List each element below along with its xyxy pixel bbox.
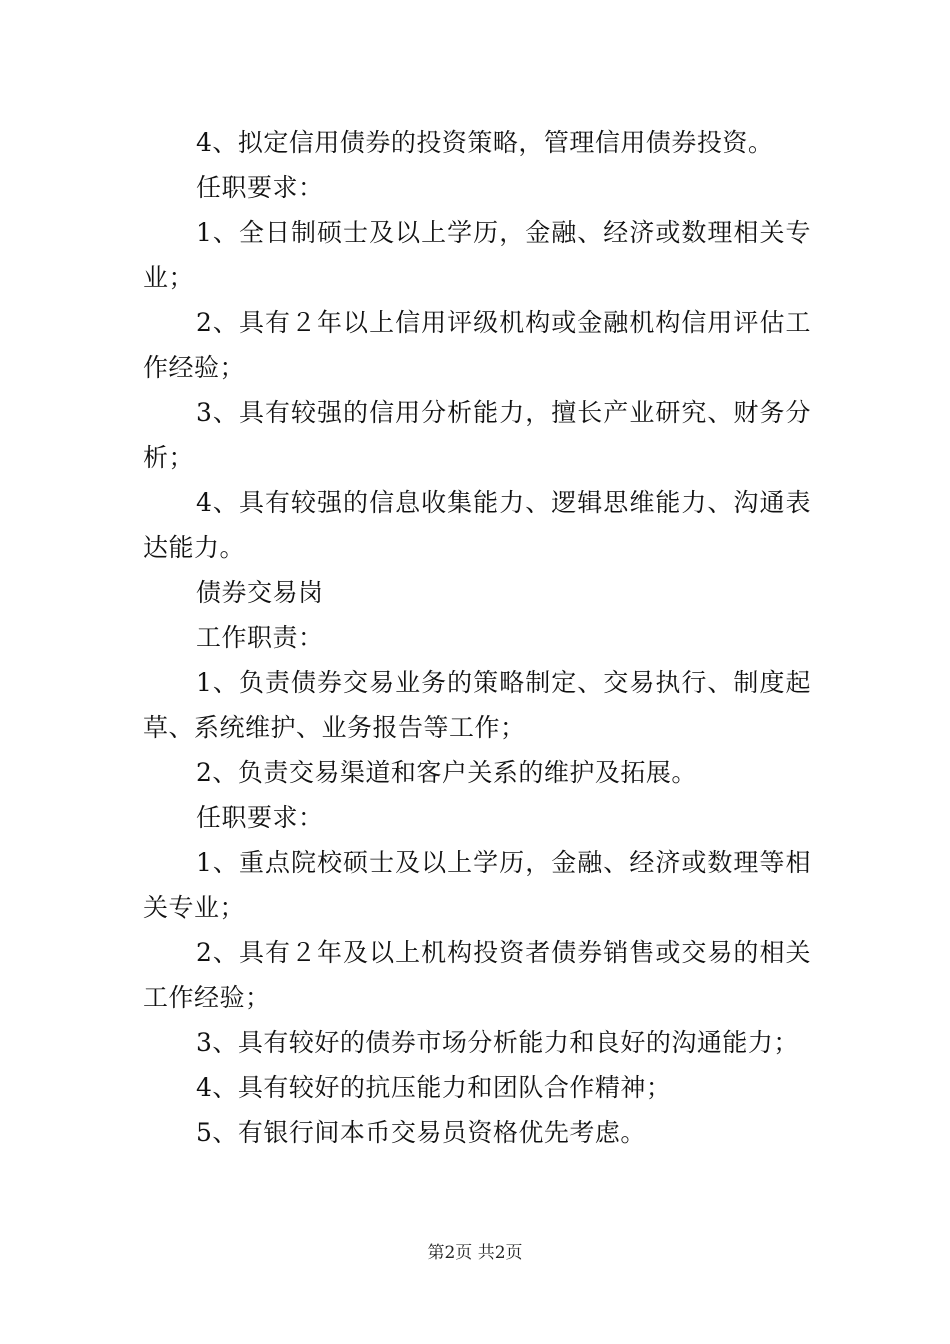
- section-heading: 任职要求：: [196, 173, 324, 202]
- section-heading: 债券交易岗: [196, 578, 324, 607]
- text-line: 2、具有２年以上信用评级机构或金融机构信用评估工: [196, 308, 811, 337]
- text-line: 2、负责交易渠道和客户关系的维护及拓展。: [196, 758, 697, 787]
- text-line: 4、具有较强的信息收集能力、逻辑思维能力、沟通表: [196, 488, 811, 517]
- text-line: 关专业；: [143, 893, 246, 922]
- text-line: 业；: [143, 263, 195, 292]
- text-line: 1、负责债券交易业务的策略制定、交易执行、制度起: [196, 668, 811, 697]
- text-line: 3、具有较好的债券市场分析能力和良好的沟通能力；: [196, 1028, 799, 1057]
- text-line: 作经验；: [143, 353, 246, 382]
- section-heading: 工作职责：: [196, 623, 324, 652]
- text-line: 5、有银行间本币交易员资格优先考虑。: [196, 1118, 646, 1147]
- text-line: 4、具有较好的抗压能力和团队合作精神；: [196, 1073, 672, 1102]
- text-line: 1、重点院校硕士及以上学历，金融、经济或数理等相: [196, 848, 811, 877]
- page-number-footer: 第2页 共2页: [427, 1243, 523, 1263]
- section-heading: 任职要求：: [196, 803, 324, 832]
- text-line: 1、全日制硕士及以上学历，金融、经济或数理相关专: [196, 218, 811, 247]
- text-line: 4、拟定信用债券的投资策略，管理信用债券投资。: [196, 128, 774, 157]
- text-line: 草、系统维护、业务报告等工作；: [143, 713, 526, 742]
- text-line: 析；: [143, 443, 195, 472]
- text-line: 3、具有较强的信用分析能力，擅长产业研究、财务分: [196, 398, 811, 427]
- text-line: 2、具有２年及以上机构投资者债券销售或交易的相关: [196, 938, 811, 967]
- text-line: 工作经验；: [143, 983, 271, 1012]
- text-line: 达能力。: [143, 533, 246, 562]
